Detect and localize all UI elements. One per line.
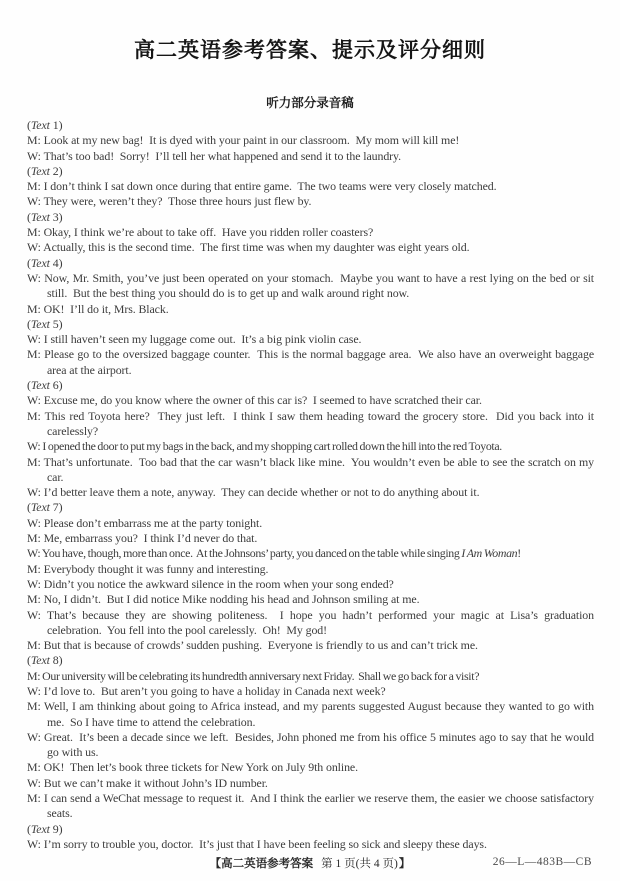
text-section-label: (Text 7)	[27, 500, 63, 515]
text-section-label: (Text 5)	[27, 316, 63, 331]
text-section-label: (Text 8)	[27, 653, 63, 668]
text-section-label: (Text 6)	[27, 378, 63, 393]
section-heading: 听力部分录音稿	[266, 96, 354, 110]
dialog-line: M: Please go to the oversized baggage counter. This is the normal baggage area. We also have an overweight baggage area at the airport.	[27, 347, 597, 377]
speaker-label: W:	[27, 332, 41, 347]
speaker-label: W:	[27, 607, 41, 622]
speaker-label: M:	[27, 699, 41, 714]
speaker-label: W:	[27, 485, 41, 500]
dialog-line: M: OK! Then let’s book three tickets for New York on July 9th online.	[27, 760, 358, 775]
speaker-label: M:	[27, 133, 41, 148]
dialog-line: W: Actually, this is the second time. The first time was when my daughter was eight years old.	[27, 240, 470, 255]
dialog-line: W: I’d better leave them a note, anyway. They can decide whether or not to do anything about it.	[27, 485, 480, 500]
dialog-line: W: Excuse me, do you know where the owner of this car is? I seemed to have scratched their car.	[27, 393, 482, 408]
dialog-line: W: I’d love to. But aren’t you going to have a holiday in Canada next week?	[27, 683, 386, 698]
speaker-label: M:	[27, 225, 41, 240]
dialog-line: W: That’s too bad! Sorry! I’ll tell her what happened and send it to the laundry.	[27, 148, 401, 163]
footer-title-close: 】	[398, 858, 411, 870]
paper-code: 26—L—483B—CB	[492, 856, 592, 868]
footer-title-open: 【高二英语参考答案	[209, 858, 314, 870]
page-footer	[0, 855, 620, 873]
speaker-label: M:	[27, 668, 41, 683]
speaker-label: W:	[27, 576, 41, 591]
footer-page-number: 第 1 页(共 4 页)	[321, 858, 398, 870]
dialog-line: W: But we can’t make it without John’s ID number.	[27, 775, 268, 790]
dialog-line: W: Great. It’s been a decade since we left. Besides, John phoned me from his office 5 minutes ago to say that he would go with us.	[27, 729, 597, 760]
dialog-line: M: Look at my new bag! It is dyed with your paint in our classroom. My mom will kill me!	[27, 133, 460, 148]
speaker-label: M:	[27, 791, 41, 806]
speaker-label: M:	[27, 592, 41, 607]
speaker-label: W:	[27, 393, 41, 408]
text-section-label: (Text 3)	[27, 209, 63, 224]
page-title: 高二英语参考答案、提示及评分细则	[134, 39, 486, 62]
text-section-label: (Text 4)	[27, 255, 63, 270]
dialog-line: M: Our university will be celebrating its hundredth anniversary next Friday. Shall we go back for a visit?	[27, 668, 480, 683]
speaker-label: W:	[27, 836, 41, 851]
speaker-label: W:	[27, 683, 41, 698]
speaker-label: W:	[27, 515, 41, 530]
speaker-label: W:	[27, 439, 41, 454]
dialog-line: M: Okay, I think we’re about to take off. Have you ridden roller coasters?	[27, 225, 374, 240]
dialog-line: W: Please don’t embarrass me at the party tonight.	[27, 515, 263, 530]
text-section-label: (Text 2)	[27, 163, 63, 178]
dialog-line: W: Now, Mr. Smith, you’ve just been operated on your stomach. Maybe you want to have a rest lying on the bed or sit still. But the best thing you should do is to get up and walk around right now.	[27, 270, 597, 301]
speaker-label: M:	[27, 347, 41, 362]
speaker-label: M:	[27, 408, 41, 423]
speaker-label: W:	[27, 148, 41, 163]
text-section-label: (Text 1)	[27, 118, 63, 132]
dialog-line: W: I’m sorry to trouble you, doctor. It’s just that I have been feeling so sick and sleepy these days.	[27, 836, 487, 851]
dialog-line: W: I opened the door to put my bags in the back, and my shopping cart rolled down the hill into the red Toyota.	[27, 439, 502, 454]
speaker-label: W:	[27, 194, 41, 209]
dialog-line: M: But that is because of crowds’ sudden pushing. Everyone is friendly to us and can’t trick me.	[27, 638, 478, 653]
speaker-label: M:	[27, 454, 41, 469]
speaker-label: M:	[27, 301, 41, 316]
speaker-label: M:	[27, 760, 41, 775]
speaker-label: W:	[27, 775, 41, 790]
dialog-line: M: Well, I am thinking about going to Africa instead, and my parents suggested August because they wanted to go with me. So I have time to attend the celebration.	[27, 699, 597, 729]
text-section-label: (Text 9)	[27, 821, 63, 836]
dialog-line: W: Didn’t you notice the awkward silence in the room when your song ended?	[27, 576, 394, 591]
dialog-line: W: That’s because they are showing politeness. I hope you hadn’t performed your magic at Lisa’s graduation celebration. You fell into the pool carelessly. Oh! My god!	[27, 607, 597, 637]
dialog-line: M: No, I didn’t. But I did notice Mike nodding his head and Johnson smiling at me.	[27, 592, 420, 607]
dialog-line: M: That’s unfortunate. Too bad that the car wasn’t black like mine. You wouldn’t even be able to see the scratch on my car.	[27, 454, 597, 484]
speaker-label: W:	[27, 729, 41, 744]
dialog-line: M: I don’t think I sat down once during that entire game. The two teams were very closely matched.	[27, 179, 497, 194]
listening-transcript	[27, 118, 597, 852]
speaker-label: W:	[27, 546, 41, 561]
dialog-line: W: They were, weren’t they? Those three hours just flew by.	[27, 194, 312, 209]
speaker-label: M:	[27, 531, 41, 546]
dialog-line: M: OK! I’ll do it, Mrs. Black.	[27, 301, 169, 316]
speaker-label: W:	[27, 270, 41, 285]
dialog-line: M: Everybody thought it was funny and interesting.	[27, 561, 269, 576]
speaker-label: M:	[27, 179, 41, 194]
dialog-line: W: I still haven’t seen my luggage come out. It’s a big pink violin case.	[27, 332, 362, 347]
dialog-line: M: Me, embarrass you? I think I’d never do that.	[27, 531, 258, 546]
dialog-line: M: I can send a WeChat message to request it. And I think the earlier we reserve them, the easier we choose satisfactory seats.	[27, 791, 597, 821]
dialog-line: W: You have, though, more than once. At the Johnsons’ party, you danced on the table while singing I Am Woman!	[27, 546, 521, 561]
speaker-label: M:	[27, 638, 41, 653]
dialog-line: M: This red Toyota here? They just left. I think I saw them heading toward the grocery store. Did you back into it carelessly?	[27, 408, 597, 438]
speaker-label: W:	[27, 240, 41, 255]
speaker-label: M:	[27, 561, 41, 576]
